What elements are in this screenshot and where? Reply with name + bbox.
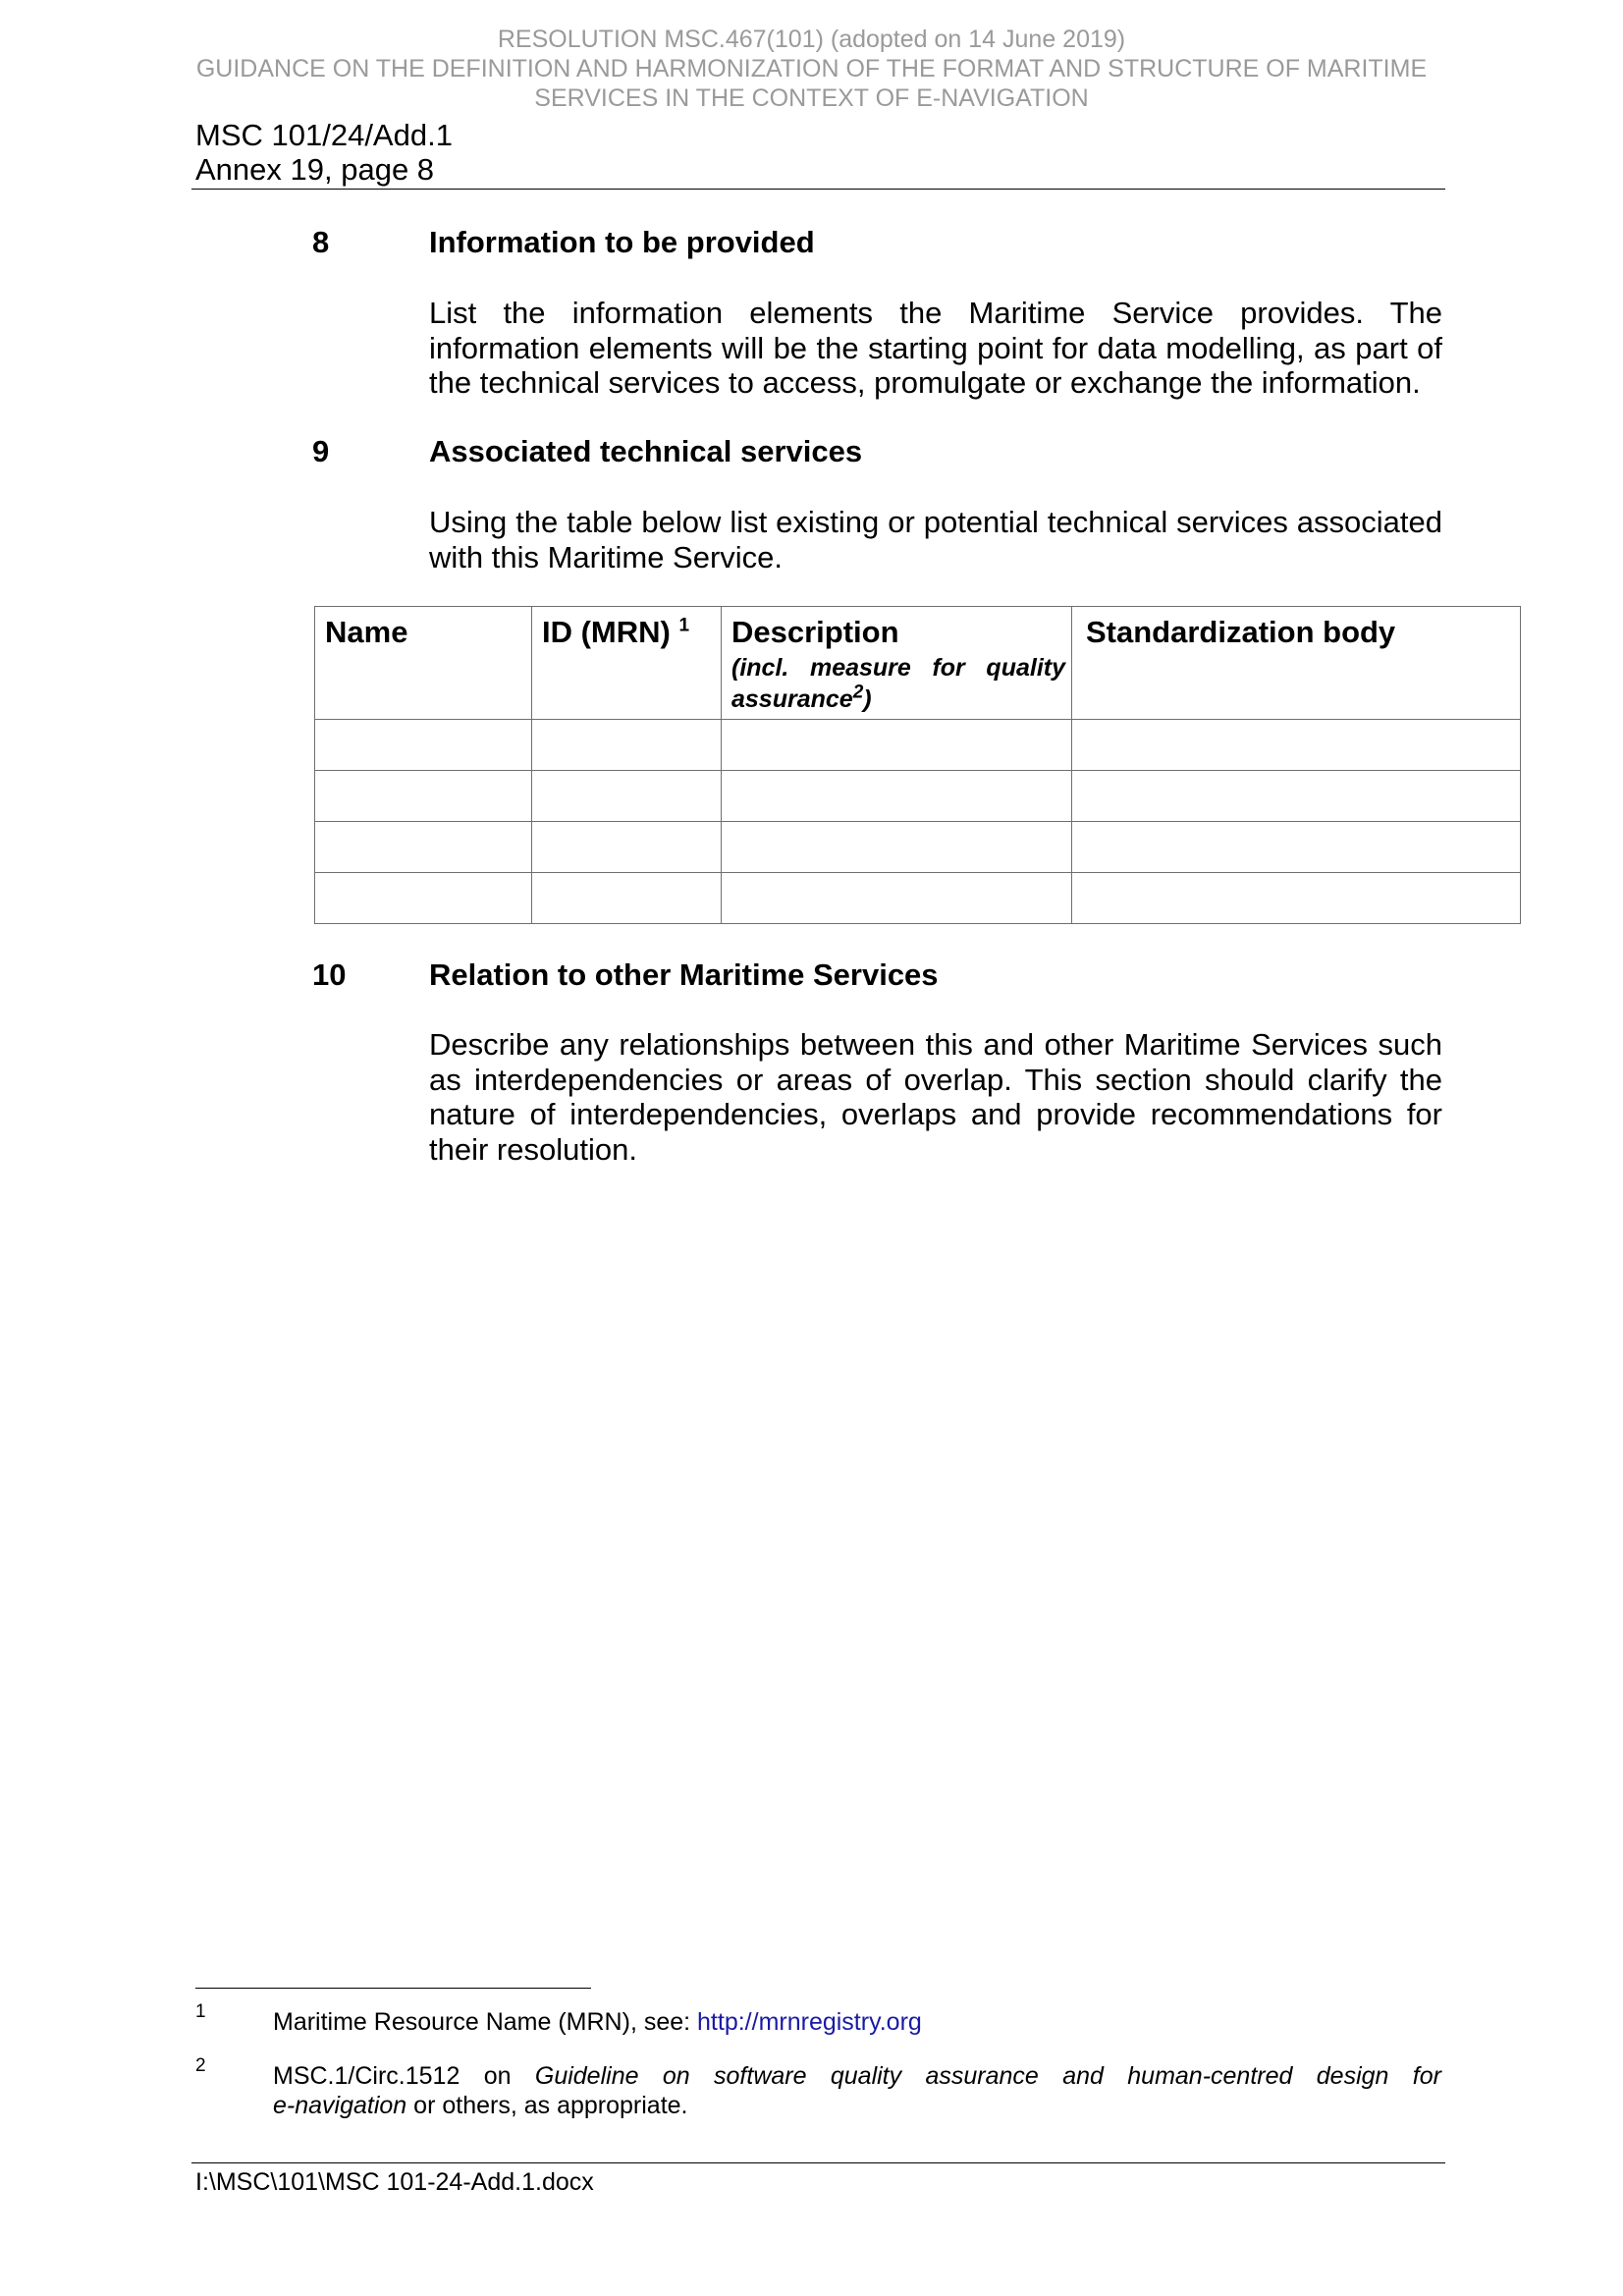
section-8-title: Information to be provided <box>429 225 815 259</box>
table-cell[interactable] <box>722 873 1072 924</box>
column-header-name-label: Name <box>325 615 408 649</box>
description-subnote-close: ) <box>863 685 872 713</box>
resolution-line: RESOLUTION MSC.467(101) (adopted on 14 June 2019) <box>497 26 1126 53</box>
section-10-number: 10 <box>312 957 347 992</box>
table-cell[interactable] <box>1072 873 1521 924</box>
table-row <box>315 822 1521 873</box>
footnote-2-line-1 <box>273 2061 1441 2091</box>
table-cell[interactable] <box>722 771 1072 822</box>
section-9-title: Associated technical services <box>429 434 863 468</box>
section-8-number: 8 <box>312 225 330 259</box>
description-subnote-assurance: assurance <box>731 685 853 713</box>
footnote-ref-1[interactable]: 1 <box>678 615 690 636</box>
section-9-number: 9 <box>312 434 330 468</box>
guidance-title-line-1: GUIDANCE ON THE DEFINITION AND HARMONIZATION OF THE FORMAT AND STRUCTURE OF MARITIME <box>195 55 1428 82</box>
table-cell[interactable] <box>315 873 532 924</box>
column-header-name <box>315 607 532 720</box>
footnote-ref-2[interactable]: 2 <box>852 682 864 703</box>
column-header-id-label: ID (MRN) <box>542 615 671 649</box>
table-header-row <box>315 607 1521 720</box>
description-subnote-line-2 <box>731 683 1065 715</box>
table-row <box>315 720 1521 771</box>
annex-page-label: Annex 19, page 8 <box>195 152 435 187</box>
footnote-2-guideline-title-cont: e-navigation <box>273 2092 407 2119</box>
section-10-title: Relation to other Maritime Services <box>429 957 939 992</box>
column-header-standardization-label: Standardization body <box>1086 615 1396 649</box>
table-cell[interactable] <box>1072 822 1521 873</box>
column-header-id-mrn <box>532 607 722 720</box>
mrn-registry-link[interactable]: http://mrnregistry.org <box>697 2008 922 2036</box>
header-rule <box>191 189 1445 190</box>
table-cell[interactable] <box>1072 720 1521 771</box>
column-header-description-label: Description <box>731 615 899 649</box>
footer-file-path: I:\MSC\101\MSC 101-24-Add.1.docx <box>195 2168 594 2196</box>
footnote-2-line-2 <box>273 2091 1441 2120</box>
column-header-description <box>722 607 1072 720</box>
table-row <box>315 873 1521 924</box>
footnote-1-mark: 1 <box>195 2001 206 2022</box>
table-cell[interactable] <box>315 771 532 822</box>
table-cell[interactable] <box>722 822 1072 873</box>
table-cell[interactable] <box>532 822 722 873</box>
technical-services-table <box>314 606 1521 924</box>
footnote-2-suffix: or others, as appropriate. <box>406 2092 688 2119</box>
footnote-2-mark: 2 <box>195 2055 206 2076</box>
section-9-body: Using the table below list existing or potential technical services associated with this Maritime Service. <box>429 505 1442 574</box>
table-cell[interactable] <box>315 720 532 771</box>
table-cell[interactable] <box>315 822 532 873</box>
footnote-separator <box>195 1988 591 1989</box>
table-row <box>315 771 1521 822</box>
footer-rule <box>191 2162 1445 2163</box>
section-8-body: List the information elements the Maritime Service provides. The information elements will be the starting point for data modelling, as part of the technical services to access, promulgate or exchange the information. <box>429 296 1442 400</box>
table-cell[interactable] <box>722 720 1072 771</box>
table-cell[interactable] <box>532 873 722 924</box>
footnote-1-text: Maritime Resource Name (MRN), see: <box>273 2008 698 2036</box>
footnote-2-guideline-title: Guideline on software quality assurance and human-centred design for <box>534 2062 1441 2090</box>
table-cell[interactable] <box>532 771 722 822</box>
guidance-title-line-2: SERVICES IN THE CONTEXT OF E-NAVIGATION <box>534 84 1089 112</box>
footnote-2 <box>273 2061 1441 2120</box>
footnote-2-prefix: MSC.1/Circ.1512 on <box>273 2062 512 2090</box>
table-cell[interactable] <box>1072 771 1521 822</box>
section-10-body: Describe any relationships between this and other Maritime Services such as interdependencies or areas of overlap. This section should clarify the nature of interdependencies, overlaps and provide recommendations for their resolution. <box>429 1027 1442 1167</box>
footnote-1 <box>273 2007 1441 2037</box>
document-number: MSC 101/24/Add.1 <box>195 118 453 152</box>
table-cell[interactable] <box>532 720 722 771</box>
description-subnote-line-1: (incl. measure for quality <box>731 654 1065 682</box>
column-header-standardization-body <box>1072 607 1521 720</box>
